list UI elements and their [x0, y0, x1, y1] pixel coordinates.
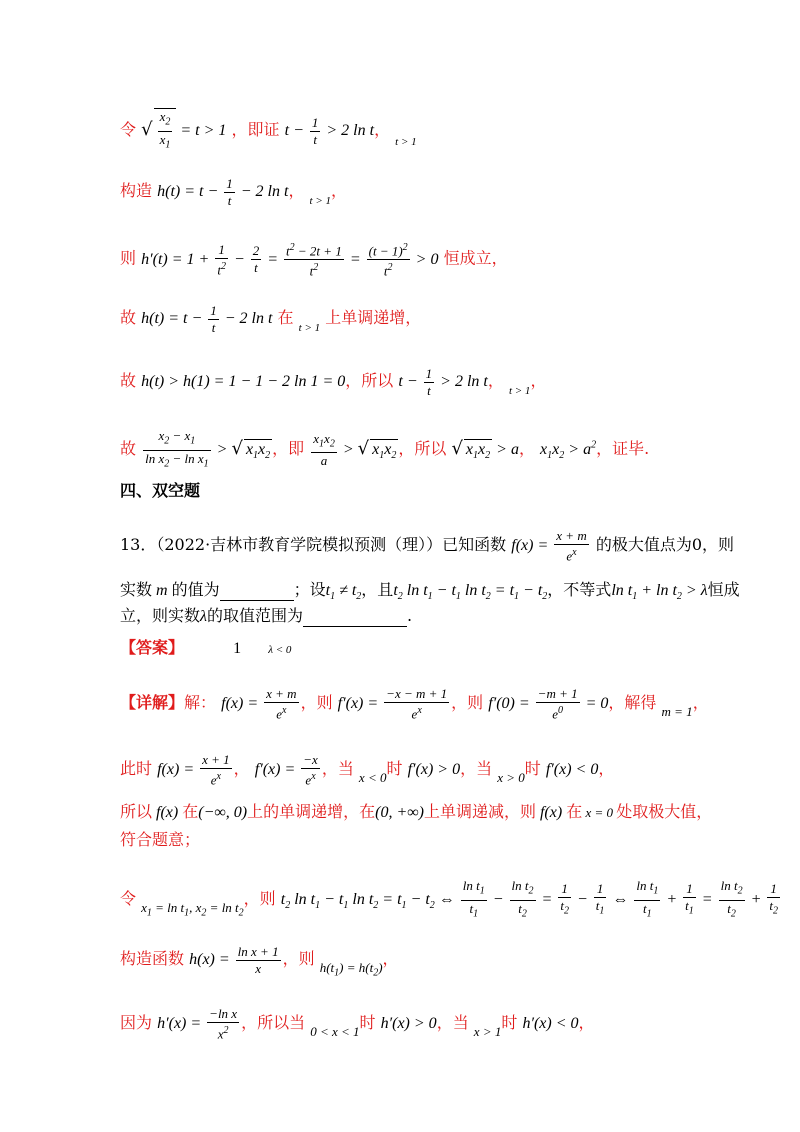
math-h-compare: h(t) > h(1) = 1 − 1 − 2 ln 1 = 0 [141, 373, 346, 391]
text: 故 [120, 438, 137, 458]
text: 令 [120, 119, 137, 139]
text: ，不等式 [547, 580, 612, 599]
math-cond: t > 1 [508, 385, 531, 398]
text: ，当 [460, 758, 493, 778]
math-fp-pos: f′(x) > 0 [407, 760, 461, 778]
math-f-prime-0: f′(0) = $\frac{-m + 1}{e^0}$ = 0 [488, 686, 609, 722]
math-condition: $t_2$ $\ln t_1 - t_1$ $\ln t_2 = t_1 - t_2$ [393, 582, 548, 603]
text: 解： [184, 692, 217, 712]
math-interval-2: (0, +∞) [375, 804, 424, 821]
problem-line-2 [120, 580, 740, 607]
problem-line-1 [120, 528, 734, 564]
math-f: f(x) = $\frac{x + 1}{e^x}$ [157, 752, 230, 788]
math-cond: 0 < x < 1 [310, 1023, 360, 1039]
text: ，则 [282, 949, 315, 969]
math-f-prime: f′(x) = $\frac{-x}{e^x}$ [254, 752, 318, 788]
blank-1[interactable] [220, 580, 294, 601]
math-hp-pos: h′(x) > 0 [380, 1014, 437, 1032]
math-sqrt-ratio: √ $\frac{x_2}{x_1}$ = t > 1 [141, 122, 226, 139]
text: 构造 [120, 181, 153, 201]
math-substitution: x1 = ln t1, x2 = ln t2 [141, 899, 244, 919]
math-hp-neg: h′(x) < 0 [522, 1014, 579, 1032]
math-product-gt: $x_1x_2 > a^2$ [540, 439, 597, 461]
math-f: f(x) [152, 804, 183, 821]
math-log-mean: $\frac{x_2 - x_1}{\ln x_2 - \ln x_1}$ > √ $x_1x_2$ [141, 441, 272, 458]
detail-line-5 [120, 878, 782, 922]
text: 构造函数 [120, 949, 185, 969]
math-sqrt-gt-a: √ $x_1x_2 > a$ [451, 441, 519, 458]
text: ， [382, 949, 399, 969]
text: ，证毕. [596, 438, 650, 458]
text: 时 [359, 1012, 376, 1032]
text: 上的单调递增，在 [247, 802, 376, 821]
blank-2[interactable] [303, 606, 407, 627]
text: ，当 [321, 758, 354, 778]
text: ，即证 [231, 119, 280, 139]
text: ， [331, 181, 348, 201]
math-h-func: h(x) = $\frac{\text{ln x + 1}}{x}$ [189, 944, 279, 976]
text: 的值为 [171, 580, 220, 599]
proof-line-4 [120, 303, 421, 336]
text: ，且 [361, 580, 394, 599]
text: ， [530, 371, 547, 391]
text: ，即 [272, 438, 305, 458]
text: 的取值范围为 [206, 606, 303, 625]
math-m-eq: m = 1 [661, 703, 693, 719]
problem-source: （2022·吉林市教育学院模拟预测（理））已知函数 [156, 534, 507, 554]
text: ， [374, 119, 391, 139]
math-f: f(x) [535, 804, 567, 821]
text: ， [487, 371, 504, 391]
section-heading: 四、双空题 [120, 481, 201, 500]
detail-line-3 [120, 802, 712, 823]
math-h-eq: h(t1) = h(t2) [319, 960, 383, 979]
math-ratio: $\frac{x_1x_2}{a}$ > √ $x_1x_2$ [313, 430, 397, 469]
text: 令 [120, 888, 137, 908]
text: ，当 [436, 1012, 469, 1032]
text: ，则 [451, 692, 484, 712]
detail-label: 【详解】 [120, 692, 185, 712]
text: 时 [386, 758, 403, 778]
math-t-neq: $t_1 \ne t_2$ [325, 582, 362, 603]
math-h-def: h(t) = t − $\frac{1}{t}$ − 2 ln t [141, 303, 273, 335]
text: 上单调递减，则 [423, 802, 536, 821]
text: 时 [524, 758, 541, 778]
text: 在 [566, 802, 583, 821]
math-f-prime: f′(x) = $\frac{-x - m + 1}{e^x}$ [337, 686, 448, 722]
detail-line-4: 符合题意； [120, 830, 201, 849]
text: ， [692, 692, 709, 712]
proof-line-3 [120, 240, 508, 280]
detail-line-6 [120, 944, 399, 977]
text: ；设 [293, 580, 326, 599]
text: 在 [277, 308, 294, 328]
text: 故 [120, 308, 137, 328]
problem-number: 13． [120, 534, 157, 554]
answer-value-2: λ < 0 [268, 644, 292, 656]
proof-line-1 [120, 108, 417, 153]
text: ， [598, 758, 615, 778]
text: 处取极大值， [616, 802, 713, 821]
detail-line-7 [120, 1006, 595, 1042]
text: ，所以当 [241, 1012, 306, 1032]
text: 恒成立， [443, 248, 508, 268]
math-cond: t > 1 [395, 135, 417, 148]
text: 实数 [120, 580, 153, 599]
proof-line-6 [120, 428, 649, 472]
text: 上单调递增， [325, 308, 422, 328]
text: ，则 [300, 692, 333, 712]
problem-line-3 [120, 606, 412, 627]
text: ，所以 [398, 438, 447, 458]
text: ， [518, 438, 535, 458]
math-ineq: t − $\frac{1}{t}$ > 2 ln t [284, 114, 375, 147]
text: 立，则实数 [120, 606, 201, 625]
text: . [406, 606, 413, 625]
proof-line-5 [120, 366, 546, 399]
text: 故 [120, 371, 137, 391]
math-fp-neg: f′(x) < 0 [545, 760, 599, 778]
text: ， [578, 1012, 595, 1032]
math-cond: x > 1 [473, 1023, 502, 1039]
answer-line [120, 638, 291, 660]
math-m: m [152, 582, 172, 599]
math-h-derivative: h′(t) = 1 + $\frac{1}{t^2}$ − $\frac{2}{t}$ = $\frac{t^2 - 2t + 1}{t^2}$ = $\frac{(t - 1)^2}{t^2}$ > 0 [141, 241, 439, 279]
math-h-prime: h′(x) = $\frac{\text{−ln x}}{x^2}$ [157, 1006, 238, 1042]
text: ，则 [243, 888, 276, 908]
text: ， [233, 758, 250, 778]
math-x-eq: x = 0 [582, 805, 617, 820]
detail-line-2 [120, 752, 614, 788]
math-f: f(x) = $\frac{x + m}{e^x}$ [221, 686, 297, 722]
math-cond: x > 0 [497, 769, 525, 785]
text: 此时 [120, 758, 153, 778]
text: ， [288, 181, 305, 201]
math-lambda: λ [200, 608, 207, 625]
text: 所以 [120, 802, 153, 821]
text: 因为 [120, 1012, 153, 1032]
math-ineq: t − $\frac{1}{t}$ > 2 ln t [398, 366, 488, 398]
text: ，解得 [608, 692, 657, 712]
answer-value-1: 1 [233, 640, 242, 657]
text: 的极大值点为0，则 [595, 534, 734, 554]
math-f-def: f(x) = $\frac{x + m}{e^x}$ [511, 528, 587, 564]
text: ，所以 [345, 371, 394, 391]
math-cond: t > 1 [298, 322, 321, 335]
proof-line-2 [120, 176, 347, 209]
math-interval-1: (−∞, 0) [198, 804, 248, 821]
detail-line-1 [120, 686, 709, 722]
answer-label: 【答案】 [120, 638, 185, 657]
math-inequality: $\ln t_1 + \ln t_2 > \lambda$ [611, 582, 708, 603]
math-equiv-chain: $t_2$ $\ln t_1 - t_1$ $\ln t_2 = t_1 - t_2$ ⇔ $\frac{\ln t_1}{t_1}$ − $\frac{\ln t_2}{t_2}$ = $\frac{1}{t_2}$ − $\frac{1}{t_1}$ ⇔ $\frac{\ln t_1}{t_1}$ + $\frac{1}{t_1}$ = $\frac{\ln t_2}{t_2}$ + $\frac{1}{t_2}$ [281, 891, 782, 908]
math-cond: t > 1 [309, 195, 332, 208]
math-h-def: h(t) = t − $\frac{1}{t}$ − 2 ln t [157, 176, 289, 208]
text: 在 [182, 802, 199, 821]
text: 恒成 [707, 580, 740, 599]
text: 时 [501, 1012, 518, 1032]
text: 则 [120, 248, 137, 268]
math-cond: x < 0 [358, 769, 387, 785]
